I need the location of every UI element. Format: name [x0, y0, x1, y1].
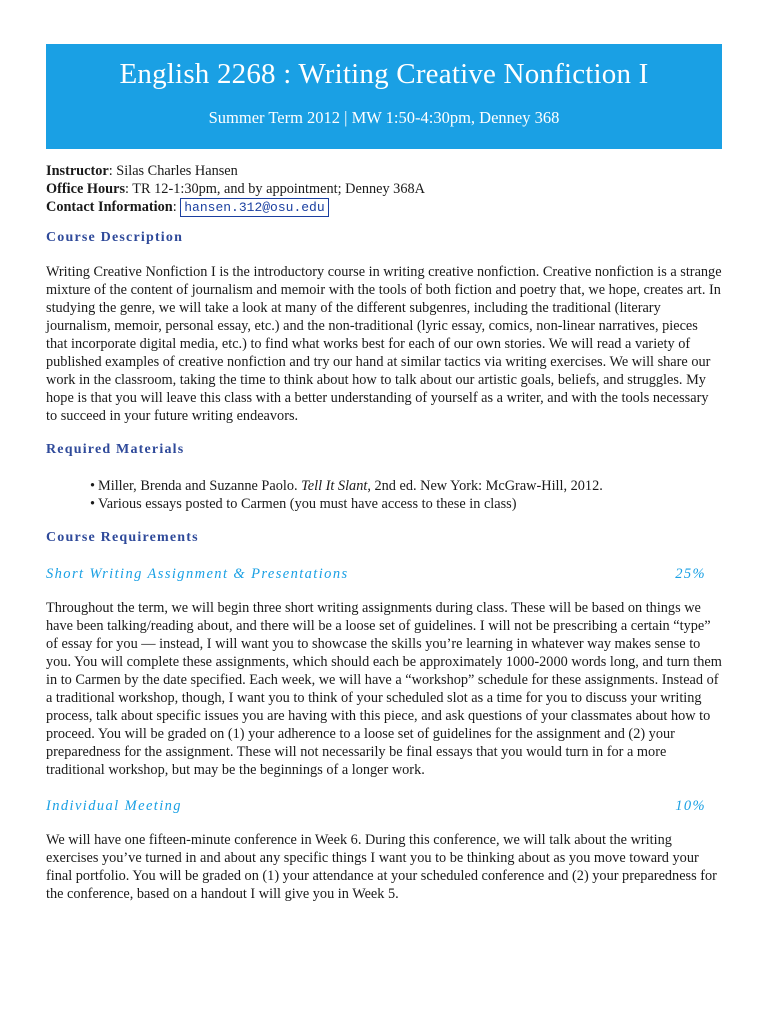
office-hours-value: : TR 12-1:30pm, and by appointment; Denney 368A: [125, 181, 425, 197]
individual-meeting-heading: [46, 797, 722, 815]
contact-label: Contact Information: [46, 199, 173, 215]
instructor-label: Instructor: [46, 163, 109, 179]
course-description-text: Writing Creative Nonfiction I is the introductory course in writing creative nonfiction. Creative nonfiction is a strange mixture of the content of journalism and memoir with the tools of both fiction and poetry that, we hope, creates art. In studying the genre, we will take a look at many of the different subgenres, including the traditional (literary journalism, memoir, personal essay, etc.) and the non-traditional (lyric essay, comics, non-linear narratives, pieces that incorporate digital media, etc.) to find what works best for each of our own stories. We will read a variety of published examples of creative nonfiction and try our hand at similar tactics via writing exercises. We will share our work in the classroom, taking the time to think about how to talk about our artistic goals, beliefs, and struggles. My hope is that you will leave this class with a better understanding of yourself as a writer, and with the tools necessary to succeed in your future writing endeavors.: [46, 264, 722, 424]
contact-line: [46, 198, 722, 217]
email-link[interactable]: hansen.312@osu.edu: [180, 198, 328, 217]
individual-meeting-title: Individual Meeting: [46, 798, 182, 814]
course-description-heading: Course Description: [46, 230, 184, 245]
short-writing-text: Throughout the term, we will begin three short writing assignments during class. These will be based on things we have been talking/reading about, and there will be a loose set of guidelines. I will not be prescribing a certain “type” of essay for you — instead, I will want you to showcase the skills you’re learning in whatever way makes sense to you. You will complete these assignments, which should each be approximately 1000-2000 words long, and turn them in to Carmen by the date specified. Each week, we will have a “workshop” schedule for these assignments. Instead of a traditional workshop, though, I want you to think of your scheduled slot as a time for you to discuss your writing process, talk about specific issues you are having with this piece, and ask questions of your classmates about how to proceed. You will be graded on (1) your adherence to a loose set of guidelines for the assignment and (2) your preparedness for the assignment. These will not necessarily be final essays that you would turn in for a more traditional workshop, but may be the beginnings of a longer work.: [46, 600, 722, 778]
title-banner: [46, 44, 722, 149]
material-book-title: Tell It Slant: [301, 478, 368, 494]
material-author: Miller, Brenda and Suzanne Paolo.: [98, 478, 302, 494]
course-title: English 2268 : Writing Creative Nonfiction I: [119, 58, 649, 90]
materials-list: [46, 477, 722, 513]
list-item: [90, 477, 722, 495]
instructor-line: [46, 162, 722, 180]
office-hours-label: Office Hours: [46, 181, 126, 197]
short-writing-percent: 25%: [675, 566, 706, 582]
short-writing-heading: [46, 565, 722, 583]
document-body: [46, 162, 722, 903]
individual-meeting-text: We will have one fifteen-minute conference in Week 6. During this conference, we will talk about the writing exercises you’ve turned in and about any specific things I want you to be thinking about as you move toward your final portfolio. You will be graded on (1) your attendance at your scheduled conference and (2) your preparedness for the conference, based on a handout I will give you in Week 5.: [46, 832, 717, 902]
required-materials-heading: Required Materials: [46, 442, 185, 457]
course-requirements-heading: Course Requirements: [46, 530, 199, 545]
list-item: • Various essays posted to Carmen (you must have access to these in class): [90, 495, 722, 513]
contact-separator: :: [172, 199, 181, 215]
short-writing-title: Short Writing Assignment & Presentations: [46, 566, 349, 582]
course-subtitle: Summer Term 2012 | MW 1:50-4:30pm, Denney 368: [208, 108, 560, 127]
individual-meeting-percent: 10%: [675, 798, 706, 814]
material-publication: , 2nd ed. New York: McGraw-Hill, 2012.: [367, 478, 603, 494]
instructor-value: : Silas Charles Hansen: [108, 163, 238, 179]
office-hours-line: [46, 180, 722, 198]
